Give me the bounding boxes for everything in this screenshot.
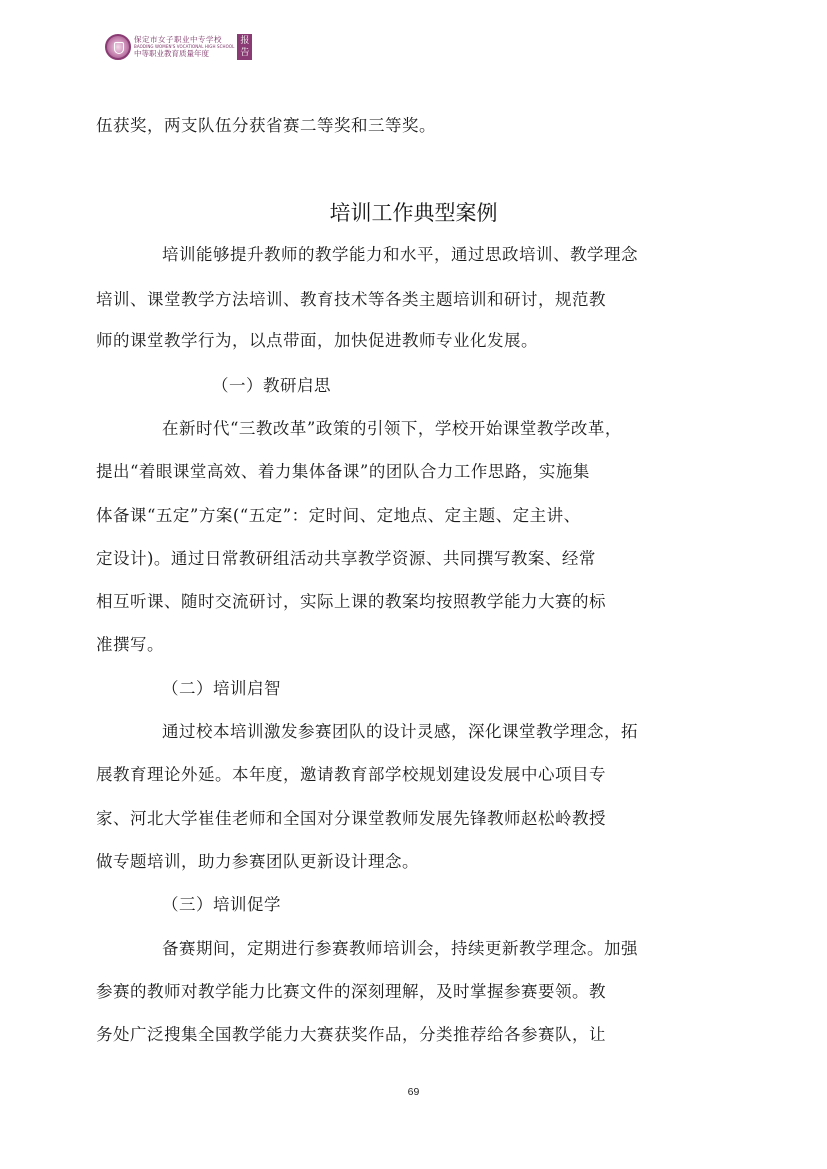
paragraph-line: 准撰写。: [96, 635, 164, 654]
school-logo-icon: [105, 34, 131, 60]
school-name-block: [134, 35, 234, 59]
report-badge-top: 报: [240, 36, 250, 46]
school-name-en: BAODING WOMEN'S VOCATIONAL HIGH SCHOOL: [134, 44, 235, 49]
paragraph-line: 做专题培训，助力参赛团队更新设计理念。: [96, 852, 419, 871]
paragraph-line: 伍获奖，两支队伍分获省赛二等奖和三等奖。: [96, 116, 436, 135]
paragraph-line: 通过校本培训激发参赛团队的设计灵感，深化课堂教学理念，拓: [162, 722, 638, 741]
paragraph-line: 培训能够提升教师的教学能力和水平，通过思政培训、教学理念: [162, 245, 638, 264]
paragraph-line: 培训、课堂教学方法培训、教育技术等各类主题培训和研讨，规范教: [96, 290, 606, 309]
paragraph-line: 定设计)。通过日常教研组活动共享教学资源、共同撰写教案、经常: [96, 549, 596, 568]
report-badge: [237, 34, 252, 60]
subheading-2: （二）培训启智: [162, 679, 281, 698]
paragraph-line: 家、河北大学崔佳老师和全国对分课堂教师发展先锋教师赵松岭教授: [96, 809, 606, 828]
paragraph-line: 相互听课、随时交流研讨，实际上课的教案均按照教学能力大赛的标: [96, 592, 606, 611]
paragraph-line: 师的课堂教学行为，以点带面，加快促进教师专业化发展。: [96, 331, 538, 350]
section-title: 培训工作典型案例: [329, 201, 498, 225]
paragraph-line: 务处广泛搜集全国教学能力大赛获奖作品，分类推荐给各参赛队，让: [96, 1025, 606, 1044]
paragraph-line: 体备课“五定”方案(“五定”：定时间、定地点、定主题、定主讲、: [96, 506, 581, 525]
paragraph-line: 参赛的教师对教学能力比赛文件的深刻理解，及时掌握参赛要领。教: [96, 982, 606, 1001]
report-badge-bottom: 告: [240, 48, 250, 58]
paragraph-line: 在新时代“三教改革”政策的引领下，学校开始课堂教学改革，: [162, 419, 622, 438]
paragraph-line: 备赛期间，定期进行参赛教师培训会，持续更新教学理念。加强: [162, 939, 638, 958]
paragraph-line: 提出“着眼课堂高效、着力集体备课”的团队合力工作思路，实施集: [96, 462, 590, 481]
report-header: [105, 30, 252, 64]
subheading-3: （三）培训促学: [162, 895, 281, 914]
paragraph-line: 展教育理论外延。本年度，邀请教育部学校规划建设发展中心项目专: [96, 765, 606, 784]
subheading-1: （一）教研启思: [212, 376, 331, 395]
report-subtitle: 中等职业教育质量年度: [134, 49, 209, 58]
page-number: 69: [407, 1086, 420, 1098]
school-name: 保定市女子职业中专学校: [134, 35, 222, 44]
